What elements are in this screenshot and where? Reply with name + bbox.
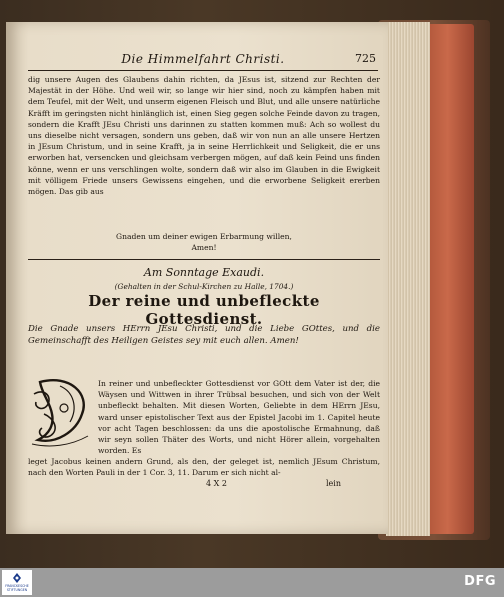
viewer-footer [0, 568, 504, 597]
signature-mark: 4 X 2 [206, 479, 227, 488]
library-emblem-icon [2, 571, 32, 585]
catchword: lein [326, 479, 342, 488]
page-number: 725 [355, 52, 376, 65]
held-note: (Gehalten in der Schul-Kirchen zu Halle, 1704.) [114, 282, 294, 291]
sermon-title: Der reine und unbefleckte Gottesdienst. [88, 292, 320, 328]
dfg-logo: DFG [464, 574, 496, 589]
sunday-heading: Am Sonntage Exaudi. [143, 266, 265, 279]
paragraph-sermon-indented: In reiner und unbefleckter Gottesdienst vor GOtt dem Vater ist der, die Wäysen und Wittwen in ihrer Trübsal besuchen, und sich von der Welt unbefleckt behalten. Mit diesen Worten, Geliebte in dem HErrn JEsu, ward unser epistolischer Text aus der Epistel Jacobi im 1. Capitel heute vor acht Tagen beschlossen: da uns die apostolische Ermahnung, daß wir seyn sollen Thäter des Worts, und nicht Hörer allein, vorgehalten worden. Es [98, 379, 380, 456]
library-logo [2, 570, 32, 595]
decorative-initial-d [30, 374, 92, 448]
running-header [28, 52, 378, 71]
section-divider [28, 259, 380, 260]
running-head-title: Die Himmelfahrt Christi. [121, 52, 285, 66]
book-page [6, 22, 388, 534]
grace-salutation: Die Gnade unsers HErrn JEsu Christi, und die Liebe GOttes, und die Gemeinschafft des Heiligen Geistes sey mit euch allen. Amen! [28, 324, 380, 346]
paragraph-prayer: dig unsere Augen des Glaubens dahin richten, da JEsus ist, sitzend zur Rechten der Majestät in der Höhe. Und weil wir, so lange wir hier sind, noch zu kämpfen haben mit dem Teufel, mit der Welt, und unserm eigenen Fleisch und Blut, und alle unsere natürliche Kräfft im geringsten nicht hinlänglich ist, einen Sieg gegen solche Feinde davon zu tragen, sondern die Krafft JEsu Christi uns darinnen zu statten kommen muß: Ach so wollest du uns dieselbe nicht versagen, sondern uns geben, daß wir von nun an alle unsere Hertzen in JEsum Christum, und in seine Krafft, ja in seine Herrlichkeit und Seligkeit, die er uns erworben hat, versencken und gleichsam verbergen mögen, auf daß kein Feind uns finden könne, wenn er uns verschlingen wolte, sondern daß wir also im Glauben in die Ewigkeit mit völligem Friede unsers Gewissens eingehen, und die erworbene Seligkeit ererben mögen. Das gib aus [28, 75, 380, 197]
closing-line: Gnaden um deiner ewigen Erbarmung willen, [116, 232, 292, 241]
amen-line: Amen! [191, 243, 217, 252]
paragraph-sermon-full: leget Jacobus keinen andern Grund, als den, der geleget ist, nemlich JEsum Christum, nach den Worten Pauli in der 1 Cor. 3, 11. Darum er sich nicht al- [28, 457, 380, 478]
red-page-edge [430, 24, 474, 534]
library-logo-text: FRANCKESCHE STIFTUNGEN [5, 584, 29, 592]
closing-lines [28, 231, 380, 253]
page-edges [386, 22, 430, 536]
